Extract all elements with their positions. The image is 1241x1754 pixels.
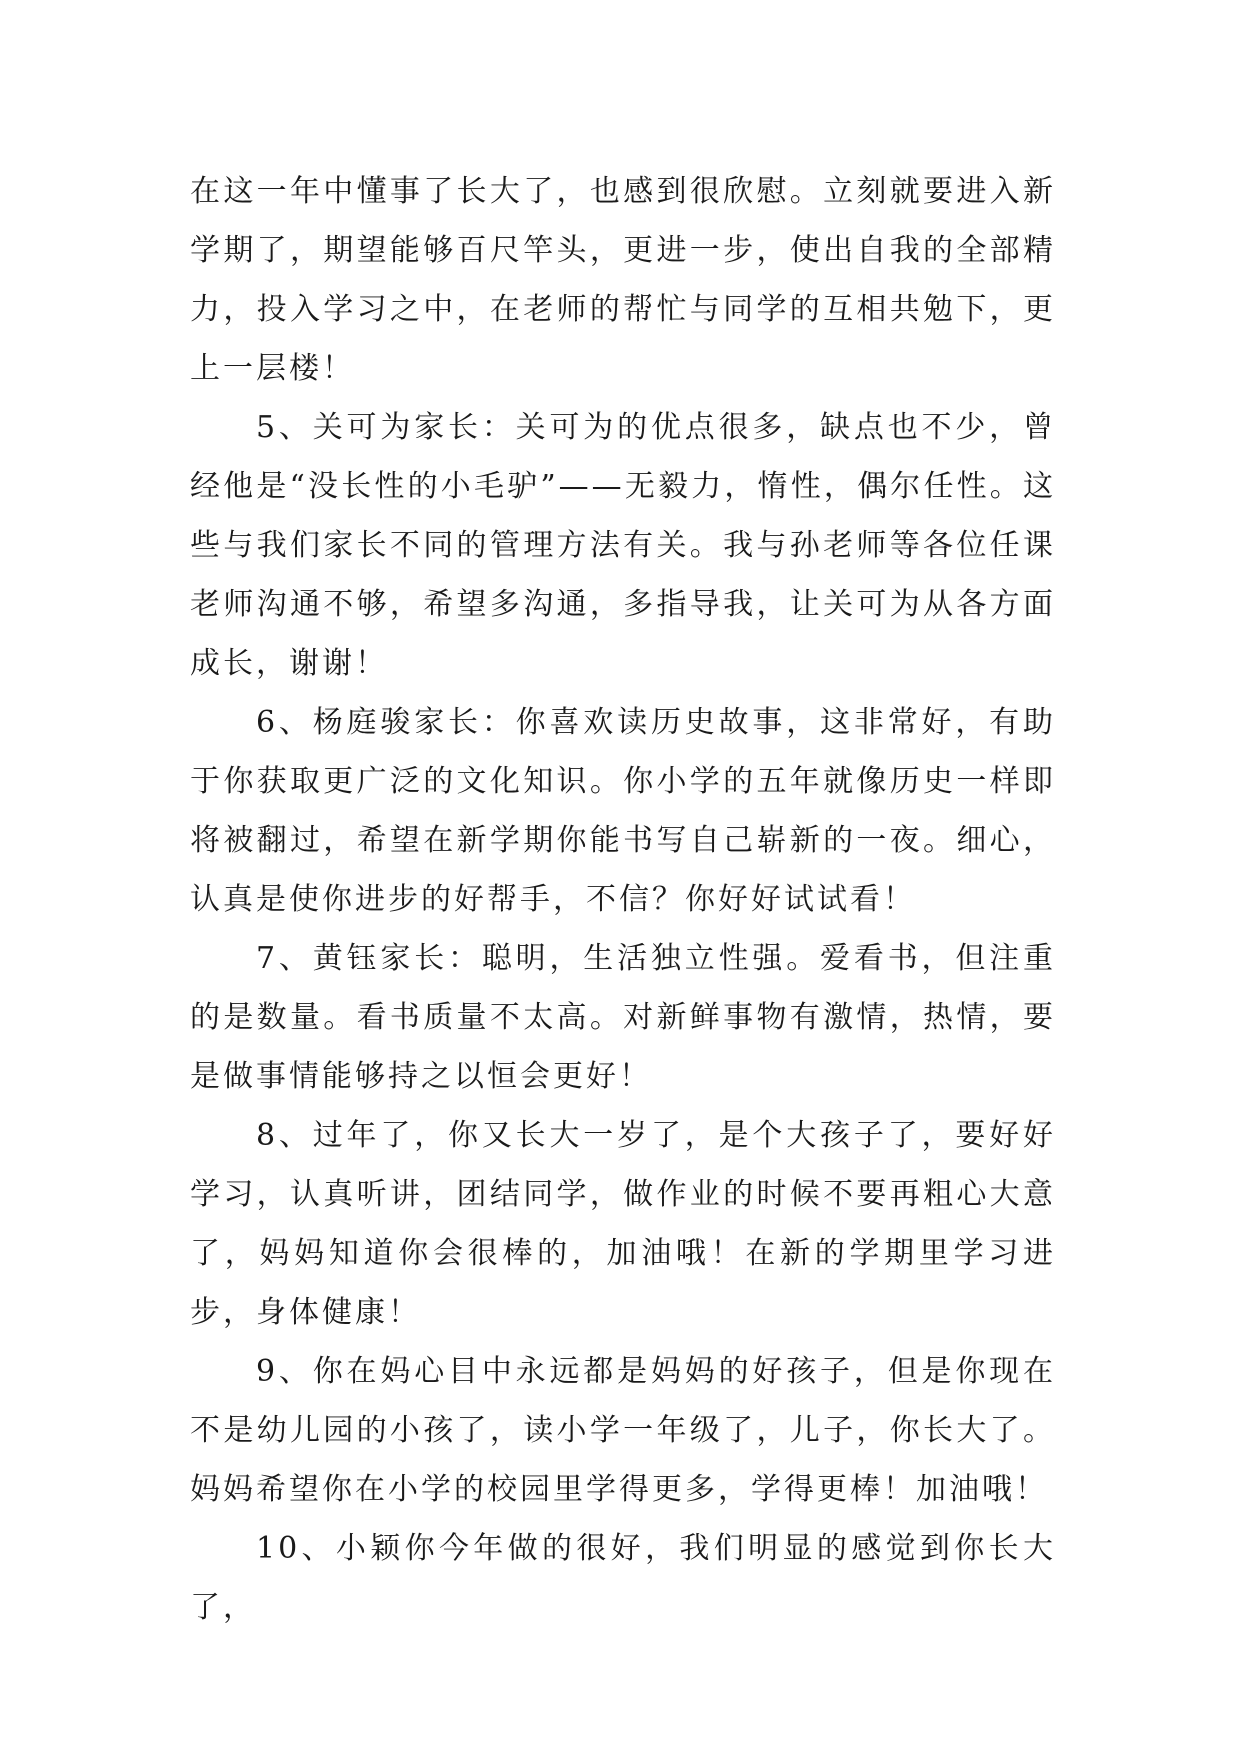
paragraph-10: 10、小颖你今年做的很好，我们明显的感觉到你长大了， xyxy=(190,1531,1056,1625)
document-body xyxy=(190,162,1056,1637)
paragraph-9: 9、你在妈心目中永远都是妈妈的好孩子，但是你现在不是幼儿园的小孩了，读小学一年级了，儿子，你长大了。妈妈希望你在小学的校园里学得更多，学得更棒！加油哦！ xyxy=(190,1354,1056,1507)
paragraph-7: 7、黄钰家长：聪明，生活独立性强。爱看书，但注重的是数量。看书质量不太高。对新鲜事物有激情，热情，要是做事情能够持之以恒会更好！ xyxy=(190,941,1056,1094)
paragraph-8: 8、过年了，你又长大一岁了，是个大孩子了，要好好学习，认真听讲，团结同学，做作业的时候不要再粗心大意了，妈妈知道你会很棒的，加油哦！在新的学期里学习进步，身体健康！ xyxy=(190,1118,1056,1330)
paragraph-6: 6、杨庭骏家长：你喜欢读历史故事，这非常好，有助于你获取更广泛的文化知识。你小学的五年就像历史一样即将被翻过，希望在新学期你能书写自己崭新的一夜。细心，认真是使你进步的好帮手，不信？你好好试试看！ xyxy=(190,705,1056,917)
paragraph-continuation: 在这一年中懂事了长大了，也感到很欣慰。立刻就要进入新学期了，期望能够百尺竿头，更进一步，使出自我的全部精力，投入学习之中，在老师的帮忙与同学的互相共勉下，更上一层楼！ xyxy=(190,174,1056,386)
paragraph-5: 5、关可为家长：关可为的优点很多，缺点也不少，曾经他是“没长性的小毛驴”——无毅力，惰性，偶尔任性。这些与我们家长不同的管理方法有关。我与孙老师等各位任课老师沟通不够，希望多沟通，多指导我，让关可为从各方面成长，谢谢！ xyxy=(190,410,1056,681)
